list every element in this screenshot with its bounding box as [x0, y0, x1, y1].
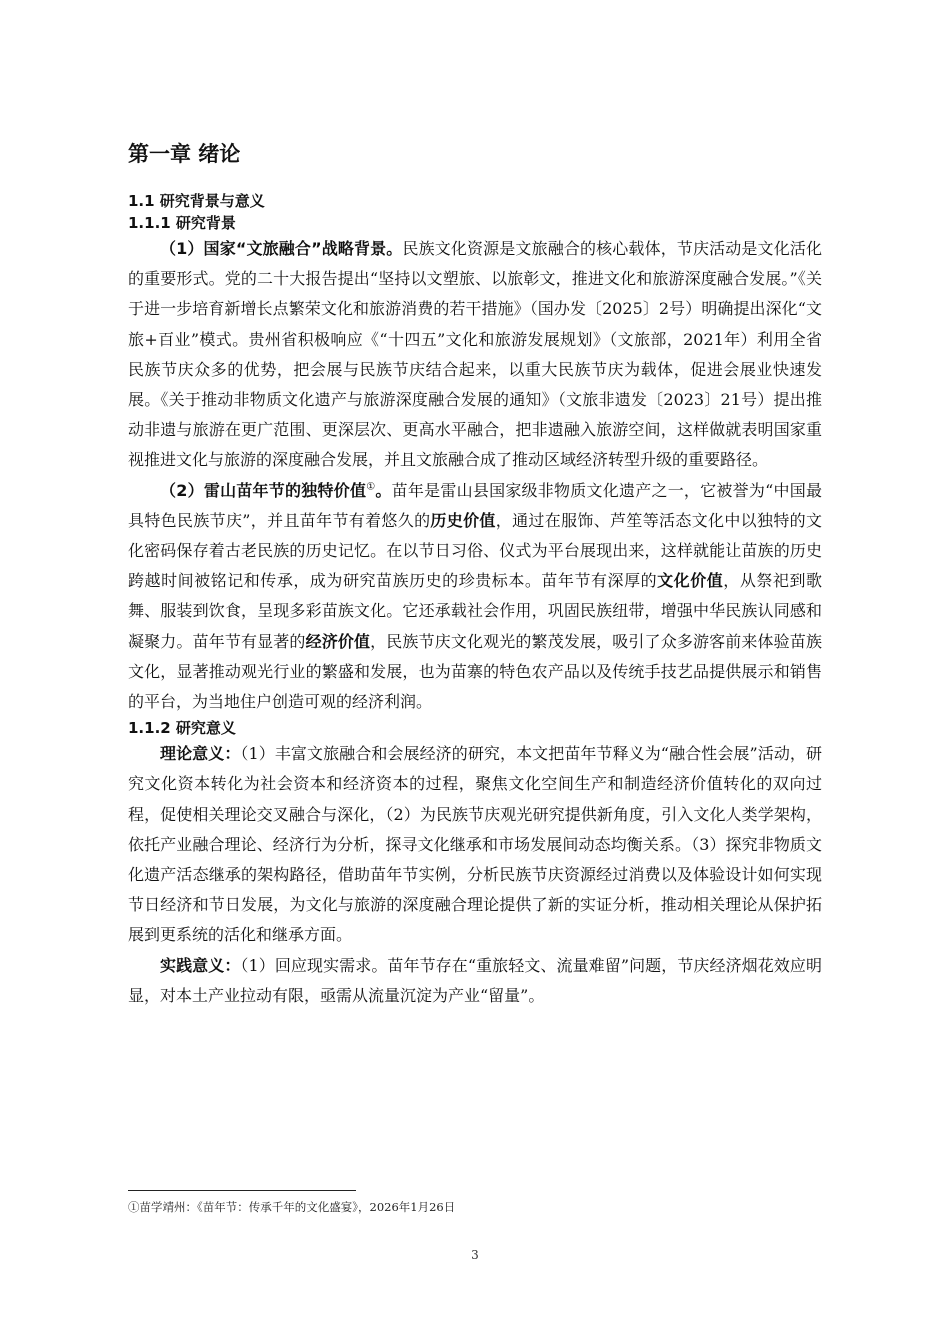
- paragraph-text: ，通过在服饰、芦笙等活态文化中以独特的文化密码保存着古老民族的历史记忆。在以节日习俗、仪式为平台展现出来，这样就能让苗族的历史跨越时间被铭记和传承，成为研究苗族历史的珍贵标本。苗年节有深厚的: [128, 510, 822, 591]
- paragraph-lead-punct: 。: [375, 480, 392, 500]
- paragraph-theoretical-significance: [128, 739, 822, 950]
- paragraph-text: ，从祭祀到歌舞、服装到饮食，呈现多彩苗族文化。它还承载社会作用，巩固民族纽带，增强中华民族认同感和凝聚力。苗年节有显著的: [128, 571, 822, 651]
- main-content: [128, 140, 822, 1011]
- paragraph-text: 苗年是雷山县国家级非物质文化遗产之一，它被誉为“中国最具特色民族节庆”，并且苗年节有着悠久的: [128, 480, 822, 530]
- footnote-marker[interactable]: ①: [366, 481, 376, 493]
- paragraph-strategy-background: [128, 234, 822, 476]
- paragraph-practical-significance: [128, 951, 822, 1011]
- footnote: ①苗学靖州：《苗年节：传承千年的文化盛宴》，2026年1月26日: [128, 1200, 456, 1214]
- section-heading-1-1-2: 1.1.2 研究意义: [128, 719, 236, 738]
- paragraph-unique-value: [128, 476, 822, 718]
- paragraph-text: （1）丰富文旅融合和会展经济的研究，本文把苗年节释义为“融合性会展”活动，研究文化资本转化为社会资本和经济资本的过程，聚焦文化空间生产和制造经济价值转化的双向过程，促使相关理论交叉融合与深化，（2）为民族节庆观光研究提供新角度，引入文化人类学架构，依托产业融合理论、经济行为分析，探寻文化继承和市场发展间动态均衡关系。（3）探究非物质文化遗产活态继承的架构路径，借助苗年节实例，分析民族节庆资源经过消费以及体验设计如何实现节日经济和节日发展，为文化与旅游的深度融合理论提供了新的实证分析，推动相关理论从保护拓展到更系统的活化和继承方面。: [128, 744, 822, 945]
- emphasis-culture-value: 文化价值: [657, 571, 724, 591]
- section-heading-1-1-1: 1.1.1 研究背景: [128, 214, 236, 232]
- emphasis-economic-value: 经济价值: [305, 631, 371, 651]
- footnote-divider: [128, 1190, 356, 1191]
- section-heading-1-1: 1.1 研究背景与意义: [128, 192, 265, 210]
- paragraph-text: 民族文化资源是文旅融合的核心载体，节庆活动是文化活化的重要形式。党的二十大报告提出“坚持以文塑旅、以旅彰文，推进文化和旅游深度融合发展。”《关于进一步培育新增长点繁荣文化和旅游消费的若干措施》（国办发〔2025〕2号）明确提出深化“文旅+百业”模式。贵州省积极响应《“十四五”文化和旅游发展规划》（文旅部，2021年）利用全省民族节庆众多的优势，把会展与民族节庆结合起来，以重大民族节庆为载体，促进会展业快速发展。《关于推动非物质文化遗产与旅游深度融合发展的通知》（文旅非遗发〔2023〕21号）提出推动非遗与旅游在更广范围、更深层次、更高水平融合，把非遗融入旅游空间，这样做就表明国家重视推进文化与旅游的深度融合发展，并且文旅融合成了推动区域经济转型升级的重要路径。: [128, 239, 822, 470]
- emphasis-history-value: 历史价值: [430, 510, 496, 530]
- paragraph-text: ，民族节庆文化观光的繁茂发展，吸引了众多游客前来体验苗族文化，显著推动观光行业的繁盛和发展，也为苗寨的特色农产品以及传统手技艺品提供展示和销售的平台，为当地住户创造可观的经济利润。: [128, 631, 822, 712]
- paragraph-lead: 理论意义：: [160, 744, 241, 764]
- page-number: 3: [471, 1248, 479, 1262]
- paragraph-lead: （1）国家“文旅融合”战略背景。: [160, 239, 403, 258]
- paragraph-text: （1）回应现实需求。苗年节存在“重旅轻文、流量难留”问题，节庆经济烟花效应明显，对本土产业拉动有限，亟需从流量沉淀为产业“留量”。: [128, 955, 822, 1005]
- paragraph-lead: 实践意义：: [160, 955, 241, 975]
- chapter-title: 第一章 绪论: [128, 142, 241, 166]
- paragraph-lead: （2）雷山苗年节的独特价值: [160, 480, 367, 500]
